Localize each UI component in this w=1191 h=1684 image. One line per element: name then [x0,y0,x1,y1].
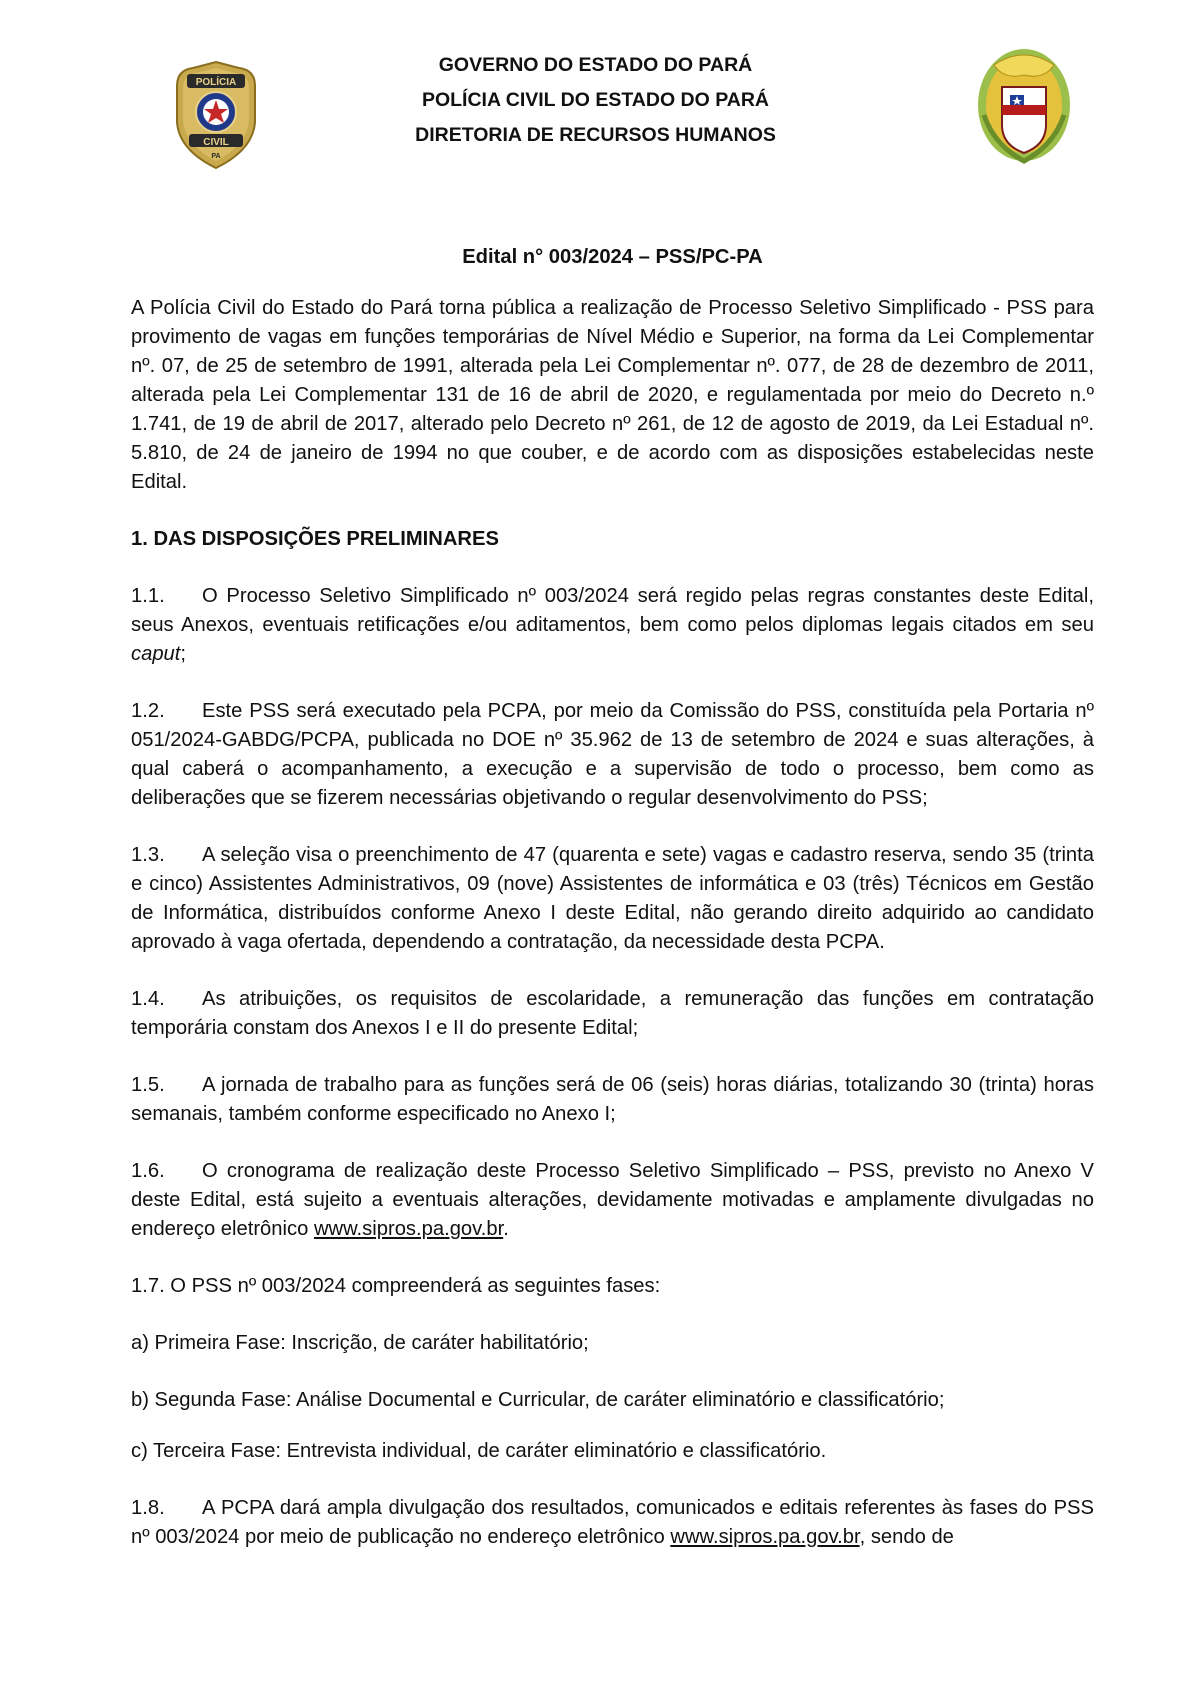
item-text: O Processo Seletivo Simplificado nº 003/2024 será regido pelas regras constantes deste Edital, seus Anexos, eventuais retificações e/ou aditamentos, bem como pelos diplomas legais citados em seu [131,585,1094,636]
item-end: ; [180,643,186,665]
item-text: O cronograma de realização deste Processo Seletivo Simplificado – PSS, previsto no Anexo V deste Edital, está sujeito a eventuais alterações, devidamente motivadas e amplamente divulgadas no endereço eletrônico [131,1160,1094,1240]
item-number: 1.4. [131,988,165,1010]
item-italic: caput [131,643,181,665]
item-number: 1.8. [131,1497,165,1519]
sipros-link[interactable]: www.sipros.pa.gov.br [313,1218,504,1240]
item-1-6 [131,1157,1094,1244]
item-number: 1.3. [131,844,165,866]
item-number: 1.6. [131,1160,165,1182]
item-1-4 [131,985,1094,1043]
header-government: GOVERNO DO ESTADO DO PARÁ [438,54,753,76]
intro-paragraph: A Polícia Civil do Estado do Pará torna pública a realização de Processo Seletivo Simplificado - PSS para provimento de vagas em funções temporárias de Nível Médio e Superior, na forma da Lei Complementar nº. 07, de 25 de setembro de 1991, alterada pela Lei Complementar nº. 077, de 28 de dezembro de 2011, alterada pela Lei Complementar 131 de 16 de abril de 2020, e regulamentada por meio do Decreto n.º 1.741, de 19 de abril de 2017, alterado pelo Decreto nº 261, de 12 de agosto de 2019, da Lei Estadual nº. 5.810, de 24 de janeiro de 1994 no que couber, e de acordo com as disposições estabelecidas neste Edital. [131,297,1094,493]
item-text: A PCPA dará ampla divulgação dos resultados, comunicados e editais referentes às fases do PSS nº 003/2024 por meio de publicação no endereço eletrônico [131,1497,1094,1548]
phase-b: b) Segunda Fase: Análise Documental e Curricular, de caráter eliminatório e classificatório; [131,1389,945,1411]
item-1-5 [131,1071,1094,1129]
item-number: 1.1. [131,585,165,607]
document-body [131,243,1094,1552]
badge-top-text: POLÍCIA [195,77,237,88]
document-header [0,55,1191,160]
item-1-2 [131,697,1094,813]
item-1-7: 1.7. O PSS nº 003/2024 compreenderá as seguintes fases: [131,1275,661,1297]
item-1-8 [131,1494,1094,1552]
item-1-3 [131,841,1094,957]
item-1-1 [131,582,1094,669]
item-text: As atribuições, os requisitos de escolaridade, a remuneração das funções em contratação temporária constam dos Anexos I e II do presente Edital; [131,988,1094,1039]
item-text: Este PSS será executado pela PCPA, por meio da Comissão do PSS, constituída pela Portaria nº 051/2024-GABDG/PCPA, publicada no DOE nº 35.962 de 13 de setembro de 2024 e suas alterações, à qual caberá o acompanhamento, a execução e a supervisão de todo o processo, bem como as deliberações que se fizerem necessárias objetivando o regular desenvolvimento do PSS; [131,700,1094,809]
item-text: A jornada de trabalho para as funções será de 06 (seis) horas diárias, totalizando 30 (trinta) horas semanais, também conforme especificado no Anexo I; [131,1074,1094,1125]
badge-state-text: PA [211,153,221,160]
header-police: POLÍCIA CIVIL DO ESTADO DO PARÁ [421,89,770,111]
badge-bottom-text: CIVIL [203,137,229,148]
item-number: 1.2. [131,700,165,722]
item-number: 1.5. [131,1074,165,1096]
item-text: A seleção visa o preenchimento de 47 (quarenta e sete) vagas e cadastro reserva, sendo 35 (trinta e cinco) Assistentes Administrativos, 09 (nove) Assistentes de informática e 03 (três) Técnicos em Gestão de Informática, distribuídos conforme Anexo I deste Edital, não gerando direito adquirido ao candidato aprovado à vaga ofertada, dependendo a contratação, da necessidade desta PCPA. [131,844,1094,953]
section-heading: 1. DAS DISPOSIÇÕES PRELIMINARES [131,528,499,550]
item-end: , sendo de [859,1526,954,1548]
item-end: . [503,1218,509,1240]
phase-c: c) Terceira Fase: Entrevista individual, de caráter eliminatório e classificatório. [131,1440,827,1462]
header-directorate: DIRETORIA DE RECURSOS HUMANOS [415,124,776,146]
sipros-link[interactable]: www.sipros.pa.gov.br [670,1526,860,1548]
edital-title: Edital n° 003/2024 – PSS/PC-PA [462,246,763,268]
phase-a: a) Primeira Fase: Inscrição, de caráter habilitatório; [131,1332,589,1354]
